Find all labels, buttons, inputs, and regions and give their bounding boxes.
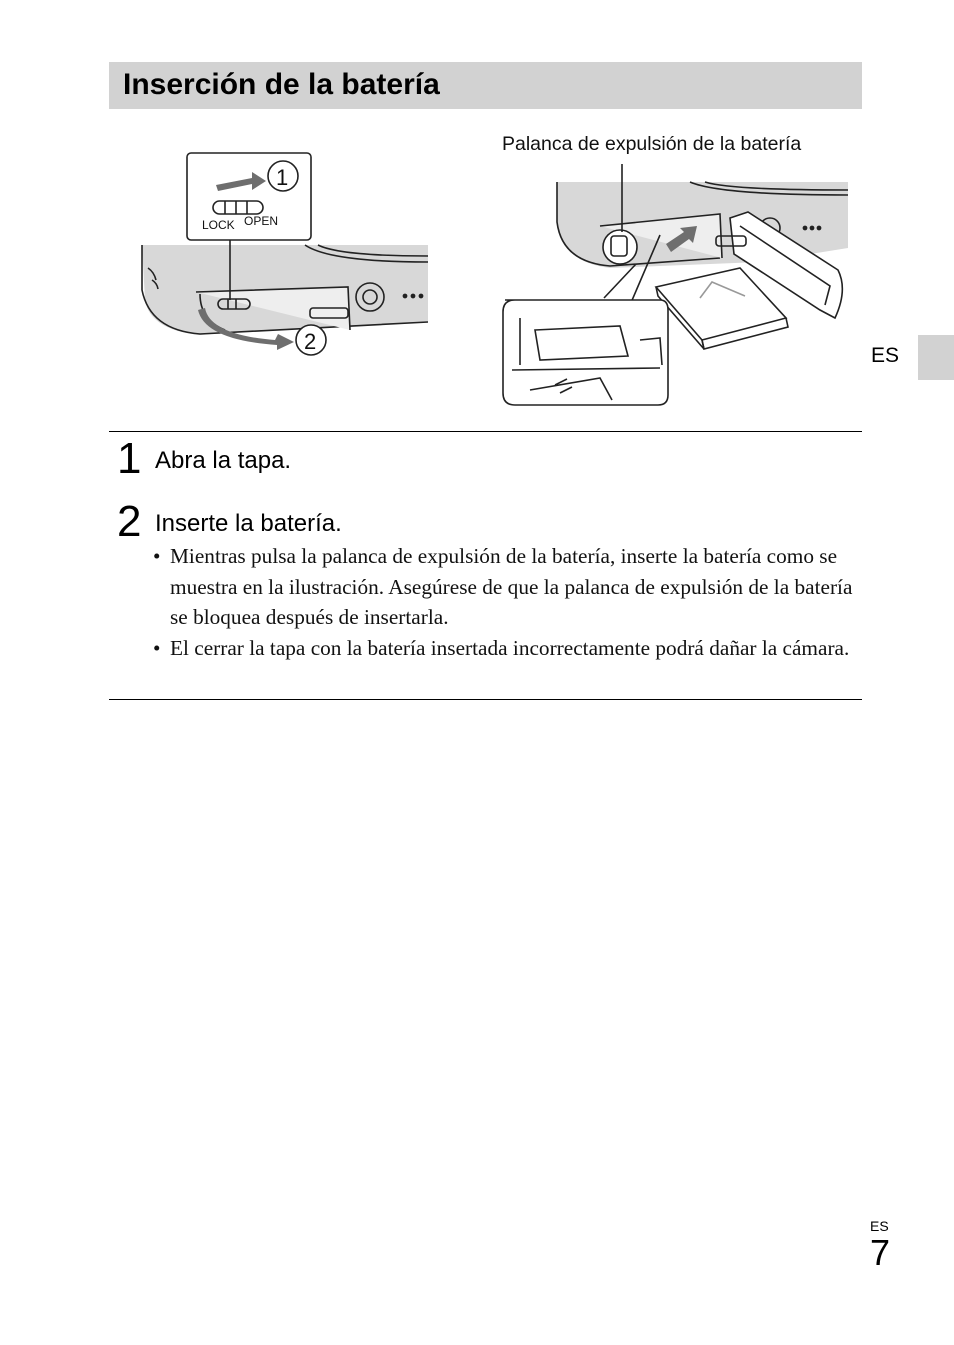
note-text: Mientras pulsa la palanca de expulsión de la batería, inserte la batería como se muestra en la ilustración. Asegúrese de que la palanca de expulsión de la batería se bloquea después de insertarla. — [170, 544, 853, 629]
footer-language: ES — [870, 1218, 889, 1234]
note-item — [153, 633, 863, 664]
switch-lock-label: LOCK — [202, 218, 235, 232]
bullet-icon: • — [153, 544, 161, 568]
note-item — [153, 541, 863, 633]
camera-bottom-left-illustration — [142, 245, 428, 335]
battery-insertion-illustration — [0, 0, 954, 420]
side-language-label: ES — [871, 344, 900, 367]
camera-bottom-right-illustration — [503, 164, 848, 405]
callout-label-eject-lever: Palanca de expulsión de la batería — [502, 133, 802, 155]
section-title: Inserción de la batería — [123, 68, 440, 101]
step-title-1: Abra la tapa. — [155, 447, 292, 474]
step-marker-2: 2 — [304, 329, 317, 354]
note-text: El cerrar la tapa con la batería insertada incorrectamente podrá dañar la cámara. — [170, 635, 850, 660]
step-number-1: 1 — [117, 434, 142, 483]
page-number: 7 — [870, 1232, 891, 1273]
step-marker-1: 1 — [276, 165, 289, 190]
step-number-2: 2 — [117, 497, 142, 546]
bullet-icon: • — [153, 635, 161, 660]
bottom-divider — [109, 699, 862, 700]
switch-open-label: OPEN — [244, 214, 279, 228]
top-divider — [109, 431, 862, 432]
notes-list — [153, 541, 863, 663]
step-title-2: Inserte la batería. — [155, 510, 342, 537]
